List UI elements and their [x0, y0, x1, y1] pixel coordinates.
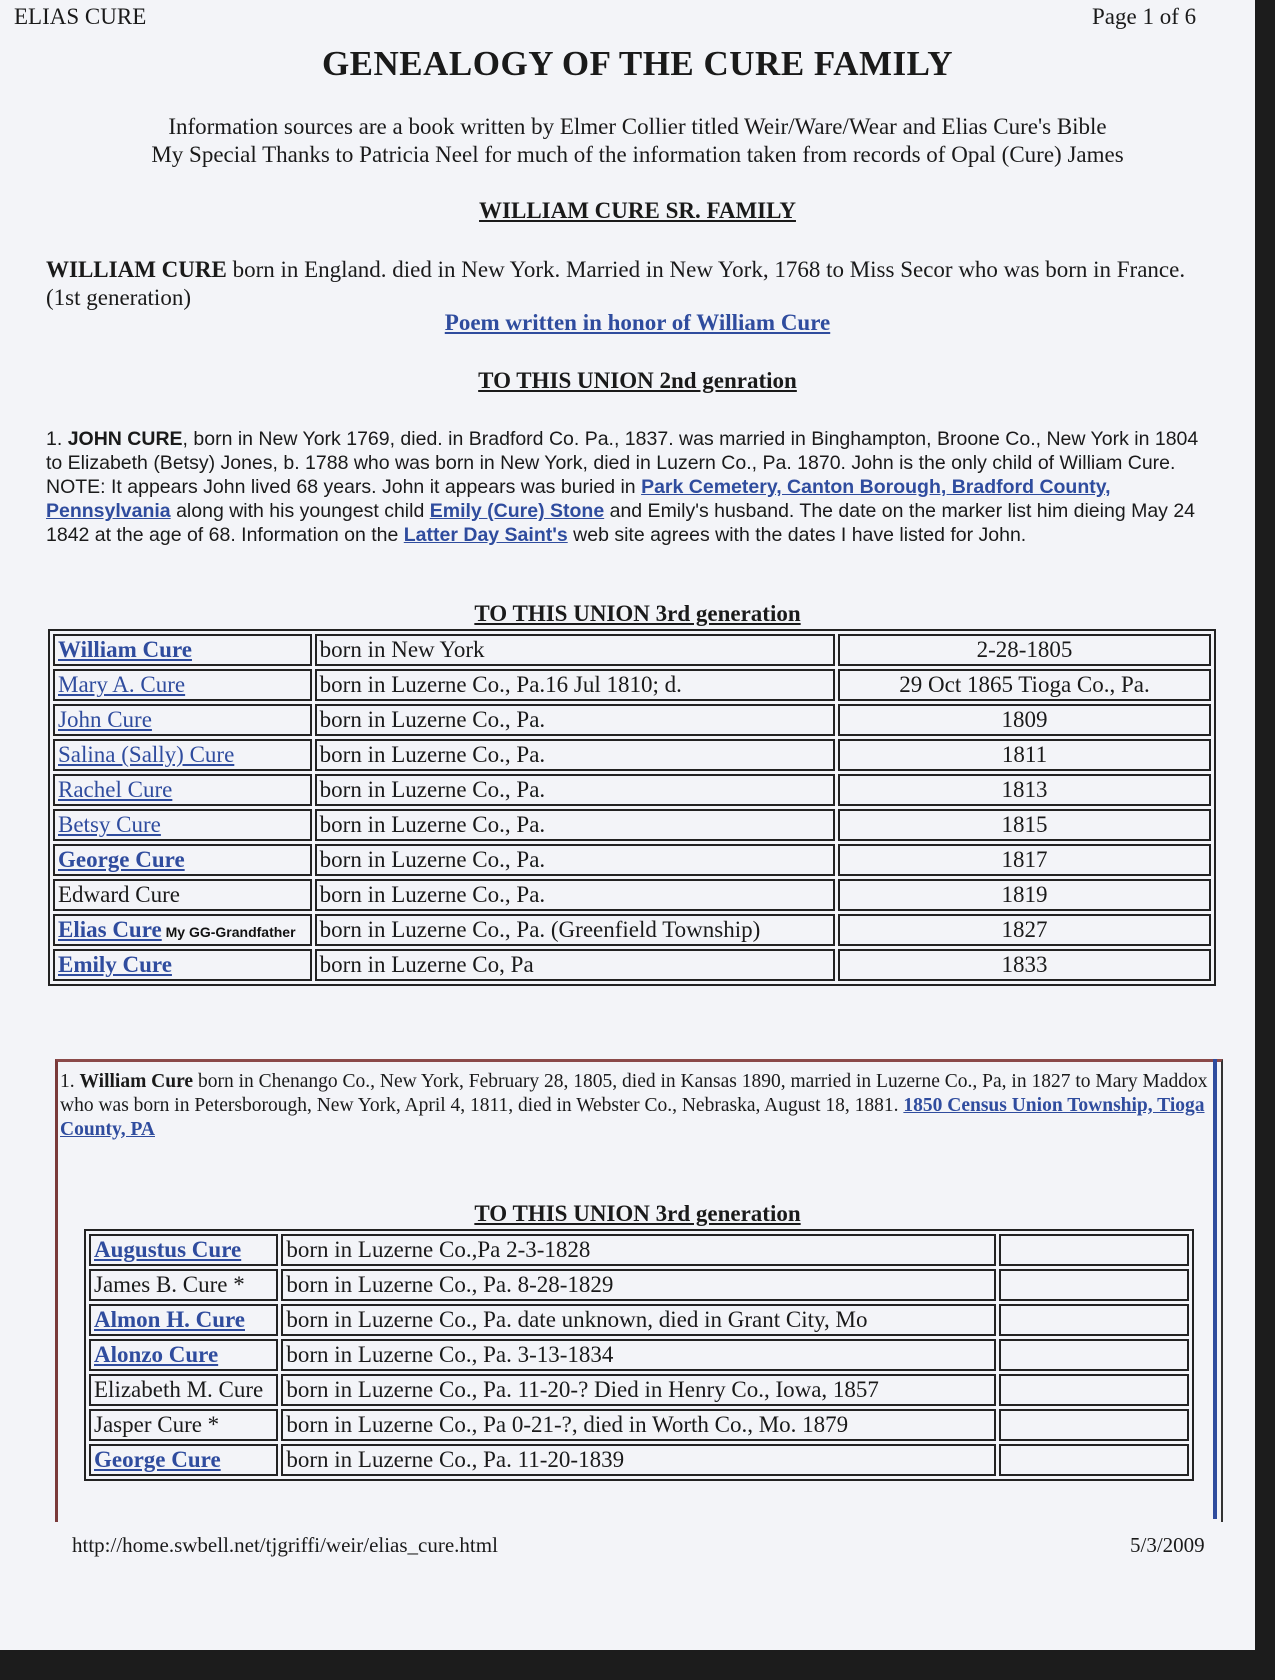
child-name-cell — [89, 1339, 278, 1371]
intro — [0, 113, 1275, 169]
child-link[interactable]: Rachel Cure — [58, 777, 173, 802]
child-link[interactable]: Mary A. Cure — [58, 672, 186, 697]
table-row — [89, 1444, 1189, 1476]
child-date-cell: 2-28-1805 — [838, 634, 1211, 666]
child-born-cell: born in Luzerne Co., Pa. — [315, 844, 835, 876]
child-name-cell — [89, 1304, 278, 1336]
william-jr-box-edge — [1213, 1059, 1217, 1519]
child-extra-cell — [999, 1234, 1189, 1266]
child-link[interactable]: Elias Cure — [58, 917, 162, 942]
child-name-cell — [53, 914, 312, 946]
child-date-cell: 1827 — [838, 914, 1211, 946]
census-link[interactable]: 1850 Census Union Township, Tioga County, PA — [60, 1095, 1205, 1140]
child-name-cell — [89, 1234, 278, 1266]
table-row — [53, 634, 1211, 666]
section-heading-3rd-gen-b: TO THIS UNION 3rd generation — [474, 1201, 801, 1226]
child-name-cell — [53, 844, 312, 876]
william-sr-paragraph — [46, 256, 1196, 312]
child-born-cell: born in Luzerne Co., Pa 0-21-?, died in Worth Co., Mo. 1879 — [281, 1409, 995, 1441]
child-born-cell: born in Luzerne Co., Pa.16 Jul 1810; d. — [315, 669, 835, 701]
table-row — [53, 704, 1211, 736]
child-name-cell — [53, 739, 312, 771]
child-link[interactable]: Alonzo Cure — [94, 1342, 219, 1367]
william-jr-num: 1. — [60, 1071, 80, 1092]
john-name: JOHN CURE — [67, 428, 183, 450]
footer-url: http://home.swbell.net/tjgriffi/weir/elias_cure.html — [72, 1533, 498, 1557]
john-text-1: , born in New York 1769, died. in Bradford Co. Pa., 1837. was married in Binghampton, Broone Co., New York in 1804 to Elizabeth (Betsy) Jones, b. 1788 who was born in New York, died in Luzern Co., Pa. 1870. John is the only child of William Cure. NOTE: It appears John lived 68 years. John it appears was buried in — [46, 428, 1199, 498]
child-date-cell: 1813 — [838, 774, 1211, 806]
child-born-cell: born in Luzerne Co., Pa. 11-20-1839 — [281, 1444, 995, 1476]
child-date-cell: 1811 — [838, 739, 1211, 771]
intro-line-1: Information sources are a book written by Elmer Collier titled Weir/Ware/Wear and Elias Cure's Bible — [168, 114, 1107, 139]
gg-grandfather-note: My GG-Grandfather — [161, 924, 296, 940]
child-date-cell: 1815 — [838, 809, 1211, 841]
section-heading-3rd-gen: TO THIS UNION 3rd generation — [474, 601, 801, 626]
footer-date: 5/3/2009 — [1130, 1533, 1205, 1557]
child-born-cell: born in Luzerne Co, Pa — [315, 949, 835, 981]
child-extra-cell — [999, 1374, 1189, 1406]
table-row — [89, 1304, 1189, 1336]
child-born-cell: born in Luzerne Co., Pa. — [315, 879, 835, 911]
william-jr-name: William Cure — [79, 1071, 194, 1092]
table-row — [89, 1234, 1189, 1266]
child-born-cell: born in Luzerne Co., Pa. — [315, 774, 835, 806]
child-born-cell: born in Luzerne Co., Pa. — [315, 809, 835, 841]
william-jr-paragraph — [60, 1070, 1210, 1142]
child-born-cell: born in Luzerne Co., Pa. (Greenfield Township) — [315, 914, 835, 946]
john-children-table — [48, 629, 1216, 986]
child-link[interactable]: Emily Cure — [58, 952, 172, 977]
william-children-table — [84, 1229, 1194, 1481]
child-link[interactable]: Augustus Cure — [94, 1237, 242, 1262]
john-num: 1. — [46, 428, 68, 450]
table-row — [53, 774, 1211, 806]
john-text-3: and Emily's husband. The date on the marker list him dieing May 24 1842 at the age of 68. Information on the — [46, 500, 1196, 546]
lds-link[interactable]: Latter Day Saint's — [403, 524, 568, 546]
child-date-cell: 1819 — [838, 879, 1211, 911]
child-link[interactable]: John Cure — [58, 707, 152, 732]
child-extra-cell — [999, 1444, 1189, 1476]
child-extra-cell — [999, 1269, 1189, 1301]
section-heading-family: WILLIAM CURE SR. FAMILY — [479, 198, 796, 223]
page-title: GENEALOGY OF THE CURE FAMILY — [321, 44, 954, 83]
child-extra-cell — [999, 1339, 1189, 1371]
scan-edge-right — [1255, 0, 1275, 1680]
child-extra-cell — [999, 1409, 1189, 1441]
child-date-cell: 29 Oct 1865 Tioga Co., Pa. — [838, 669, 1211, 701]
child-date-cell: 1817 — [838, 844, 1211, 876]
john-text-2: along with his youngest child — [170, 500, 430, 522]
page-number: Page 1 of 6 — [1092, 4, 1197, 29]
child-born-cell: born in Luzerne Co., Pa. 11-20-? Died in Henry Co., Iowa, 1857 — [281, 1374, 995, 1406]
table-row — [89, 1339, 1189, 1371]
table-row — [53, 914, 1211, 946]
child-name-cell: James B. Cure * — [89, 1269, 278, 1301]
john-text-4: web site agrees with the dates I have listed for John. — [567, 524, 1027, 546]
table-row — [53, 669, 1211, 701]
child-link[interactable]: Betsy Cure — [58, 812, 161, 837]
william-sr-text: born in England. died in New York. Married in New York, 1768 to Miss Secor who was born in France. (1st generation) — [46, 257, 1186, 310]
table-row — [53, 739, 1211, 771]
child-name-cell — [53, 774, 312, 806]
section-heading-2nd-gen: TO THIS UNION 2nd genration — [478, 368, 797, 393]
table-row — [89, 1409, 1189, 1441]
child-date-cell: 1809 — [838, 704, 1211, 736]
child-link[interactable]: Salina (Sally) Cure — [58, 742, 235, 767]
header-title: ELIAS CURE — [14, 4, 147, 29]
child-link[interactable]: George Cure — [94, 1447, 221, 1472]
child-name-cell: Edward Cure — [53, 879, 312, 911]
william-jr-text: born in Chenango Co., New York, February 28, 1805, died in Kansas 1890, married in Luzerne Co., Pa, in 1827 to Mary Maddox who was born in Petersborough, New York, April 4, 1811, died in Webster Co., Nebraska, August 18, 1881. — [60, 1071, 1208, 1116]
child-born-cell: born in Luzerne Co., Pa. — [315, 704, 835, 736]
park-cemetery-link[interactable]: Park Cemetery, Canton Borough, Bradford County, Pennsylvania — [46, 476, 1111, 522]
william-sr-name: WILLIAM CURE — [46, 257, 227, 282]
child-born-cell: born in Luzerne Co., Pa. 8-28-1829 — [281, 1269, 995, 1301]
child-name-cell — [53, 634, 312, 666]
child-name-cell — [53, 704, 312, 736]
intro-line-2: My Special Thanks to Patricia Neel for much of the information taken from records of Opal (Cure) James — [151, 142, 1124, 167]
child-name-cell — [53, 809, 312, 841]
child-link[interactable]: George Cure — [58, 847, 185, 872]
child-name-cell — [53, 669, 312, 701]
emily-stone-link[interactable]: Emily (Cure) Stone — [429, 500, 605, 522]
table-row — [89, 1269, 1189, 1301]
child-name-cell: Jasper Cure * — [89, 1409, 278, 1441]
child-born-cell: born in Luzerne Co., Pa. — [315, 739, 835, 771]
child-link[interactable]: William Cure — [58, 637, 192, 662]
child-date-cell: 1833 — [838, 949, 1211, 981]
child-name-cell — [89, 1444, 278, 1476]
scan-edge-bottom — [0, 1650, 1275, 1680]
child-born-cell: born in Luzerne Co., Pa. date unknown, died in Grant City, Mo — [281, 1304, 995, 1336]
child-extra-cell — [999, 1304, 1189, 1336]
poem-link-wrap — [0, 310, 1275, 336]
table-row — [53, 844, 1211, 876]
child-name-cell: Elizabeth M. Cure — [89, 1374, 278, 1406]
table-row — [53, 879, 1211, 911]
table-row — [53, 949, 1211, 981]
child-name-cell — [53, 949, 312, 981]
john-cure-paragraph — [46, 427, 1206, 547]
child-link[interactable]: Almon H. Cure — [94, 1307, 245, 1332]
poem-link[interactable]: Poem written in honor of William Cure — [444, 310, 831, 335]
table-row — [89, 1374, 1189, 1406]
child-born-cell: born in Luzerne Co.,Pa 2-3-1828 — [281, 1234, 995, 1266]
child-born-cell: born in Luzerne Co., Pa. 3-13-1834 — [281, 1339, 995, 1371]
table-row — [53, 809, 1211, 841]
child-born-cell: born in New York — [315, 634, 835, 666]
